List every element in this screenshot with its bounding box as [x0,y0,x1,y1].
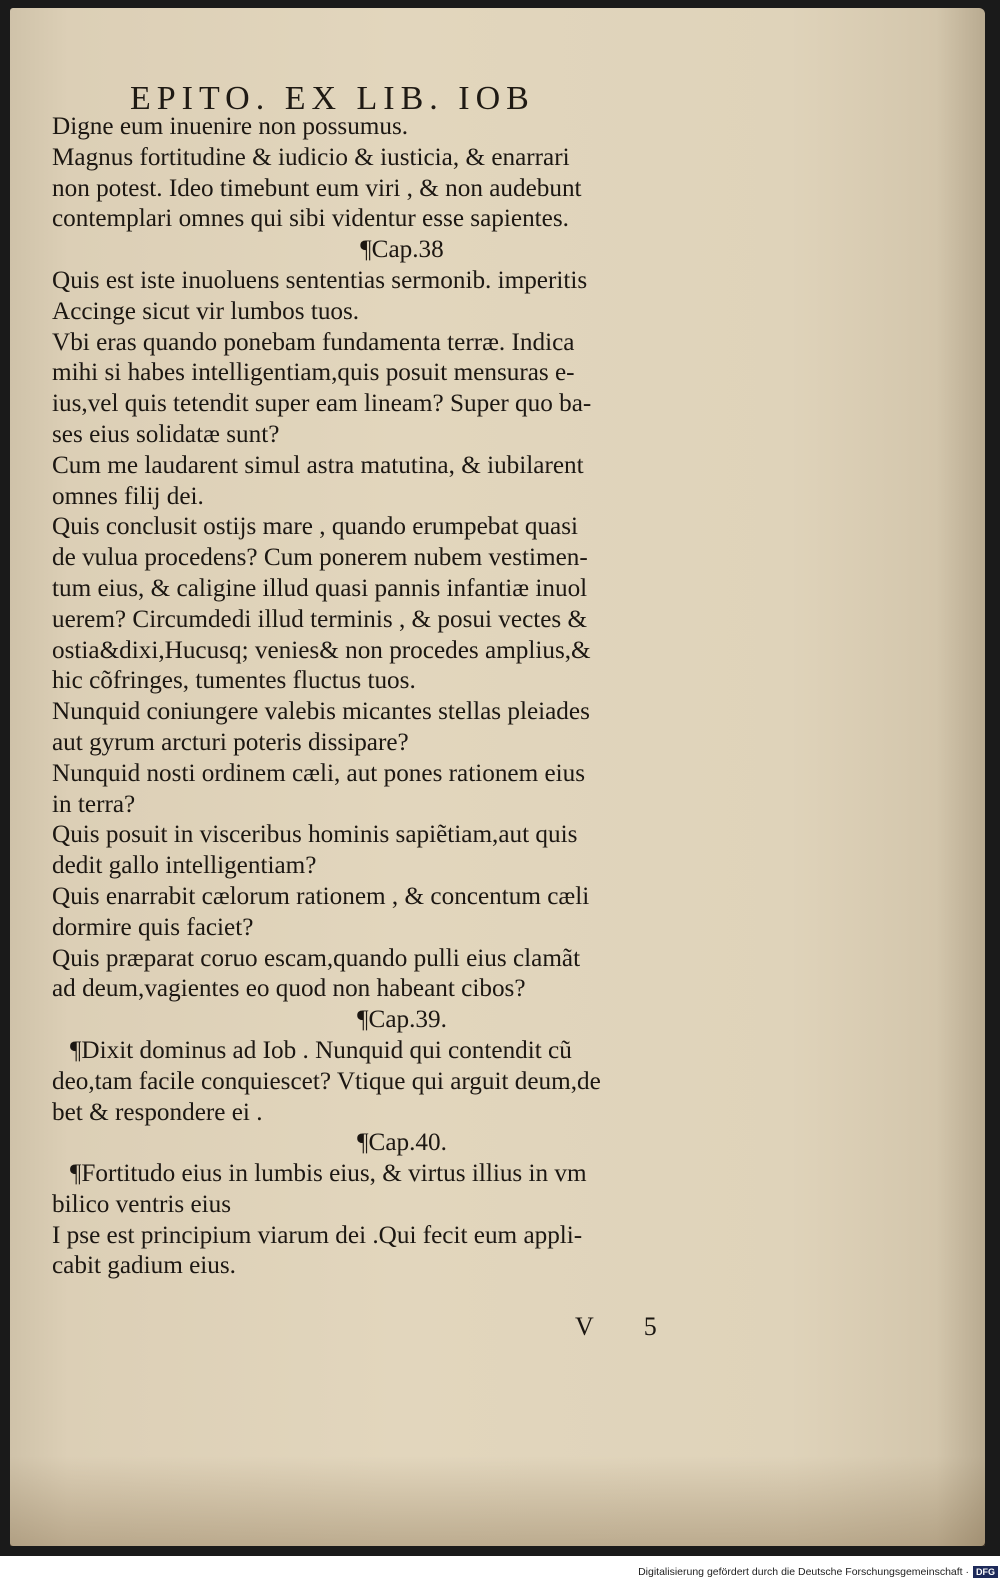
text-line: hic cõfringes, tumentes fluctus tuos. [52,667,416,695]
dfg-logo: DFG [973,1566,998,1578]
text-line: Vbi eras quando ponebam fundamenta terræ. Indica [52,328,575,356]
text-line: dedit gallo intelligentiam? [52,852,317,880]
text-line: ius,vel quis tetendit super eam lineam? Super quo ba- [52,390,592,418]
text-line: ad deum,vagientes eo quod non habeant cibos? [52,975,526,1003]
text-line: ¶Cap.40. [357,1129,447,1157]
text-line: Nunquid coniungere valebis micantes stellas pleiades [52,698,590,726]
text-line: ¶Fortitudo eius in lumbis eius, & virtus illius in vm [70,1160,587,1188]
text-line: ¶Dixit dominus ad Iob . Nunquid qui contendit cũ [70,1036,572,1064]
signature-mark: V 5 [575,1312,679,1341]
credit-text: Digitalisierung gefördert durch die Deutsche Forschungsgemeinschaft · [638,1566,969,1578]
text-line: Quis enarrabit cælorum rationem , & concentum cæli [52,882,590,910]
text-line: deo,tam facile conquiescet? Vtique qui arguit deum,de [52,1067,601,1095]
text-line: Quis posuit in visceribus hominis sapiẽtiam,aut quis [52,821,578,849]
text-line: ses eius solidatæ sunt? [52,420,280,448]
text-line: Quis præparat coruo escam,quando pulli eius clamãt [52,944,581,972]
text-line: Quis est iste inuoluens sententias sermonib. imperitis [52,266,588,294]
text-line: tum eius, & caligine illud quasi pannis infantiæ inuol [52,574,588,602]
text-line: Accinge sicut vir lumbos tuos. [52,297,360,325]
text-line: in terra? [52,790,136,818]
text-line: uerem? Circumdedi illud terminis , & posui vectes & [52,605,588,633]
running-header: EPITO. EX LIB. IOB [130,80,535,117]
text-line: ¶Cap.38 [360,236,444,264]
text-line: ¶Cap.39. [357,1006,447,1034]
text-line: non potest. Ideo timebunt eum viri , & non audebunt [52,174,582,202]
text-line: Quis conclusit ostijs mare , quando erumpebat quasi [52,513,579,541]
text-line: aut gyrum arcturi poteris dissipare? [52,728,409,756]
page-body-text [52,112,742,1282]
text-line: mihi si habes intelligentiam,quis posuit mensuras e- [52,359,575,387]
text-line: bilico ventris eius [52,1190,232,1218]
text-line: Magnus fortitudine & iudicio & iusticia, & enarrari [52,143,570,171]
text-line: dormire quis faciet? [52,913,254,941]
text-line: Cum me laudarent simul astra matutina, & iubilarent [52,451,584,479]
book-page [10,8,985,1546]
text-line: bet & respondere ei . [52,1098,263,1126]
text-line: contemplari omnes qui sibi videntur esse sapientes. [52,205,569,233]
text-line: ostia&dixi,Hucusq; venies& non procedes amplius,& [52,636,591,664]
text-line: cabit gadium eius. [52,1252,236,1280]
text-line: Nunquid nosti ordinem cæli, aut pones rationem eius [52,759,586,787]
digitization-credit [600,1566,998,1584]
text-line: de vulua procedens? Cum ponerem nubem vestimen- [52,544,588,572]
text-line: I pse est principium viarum dei .Qui fecit eum appli- [52,1221,583,1249]
text-line: omnes filij dei. [52,482,204,510]
text-line: Digne eum inuenire non possumus. [52,113,409,140]
